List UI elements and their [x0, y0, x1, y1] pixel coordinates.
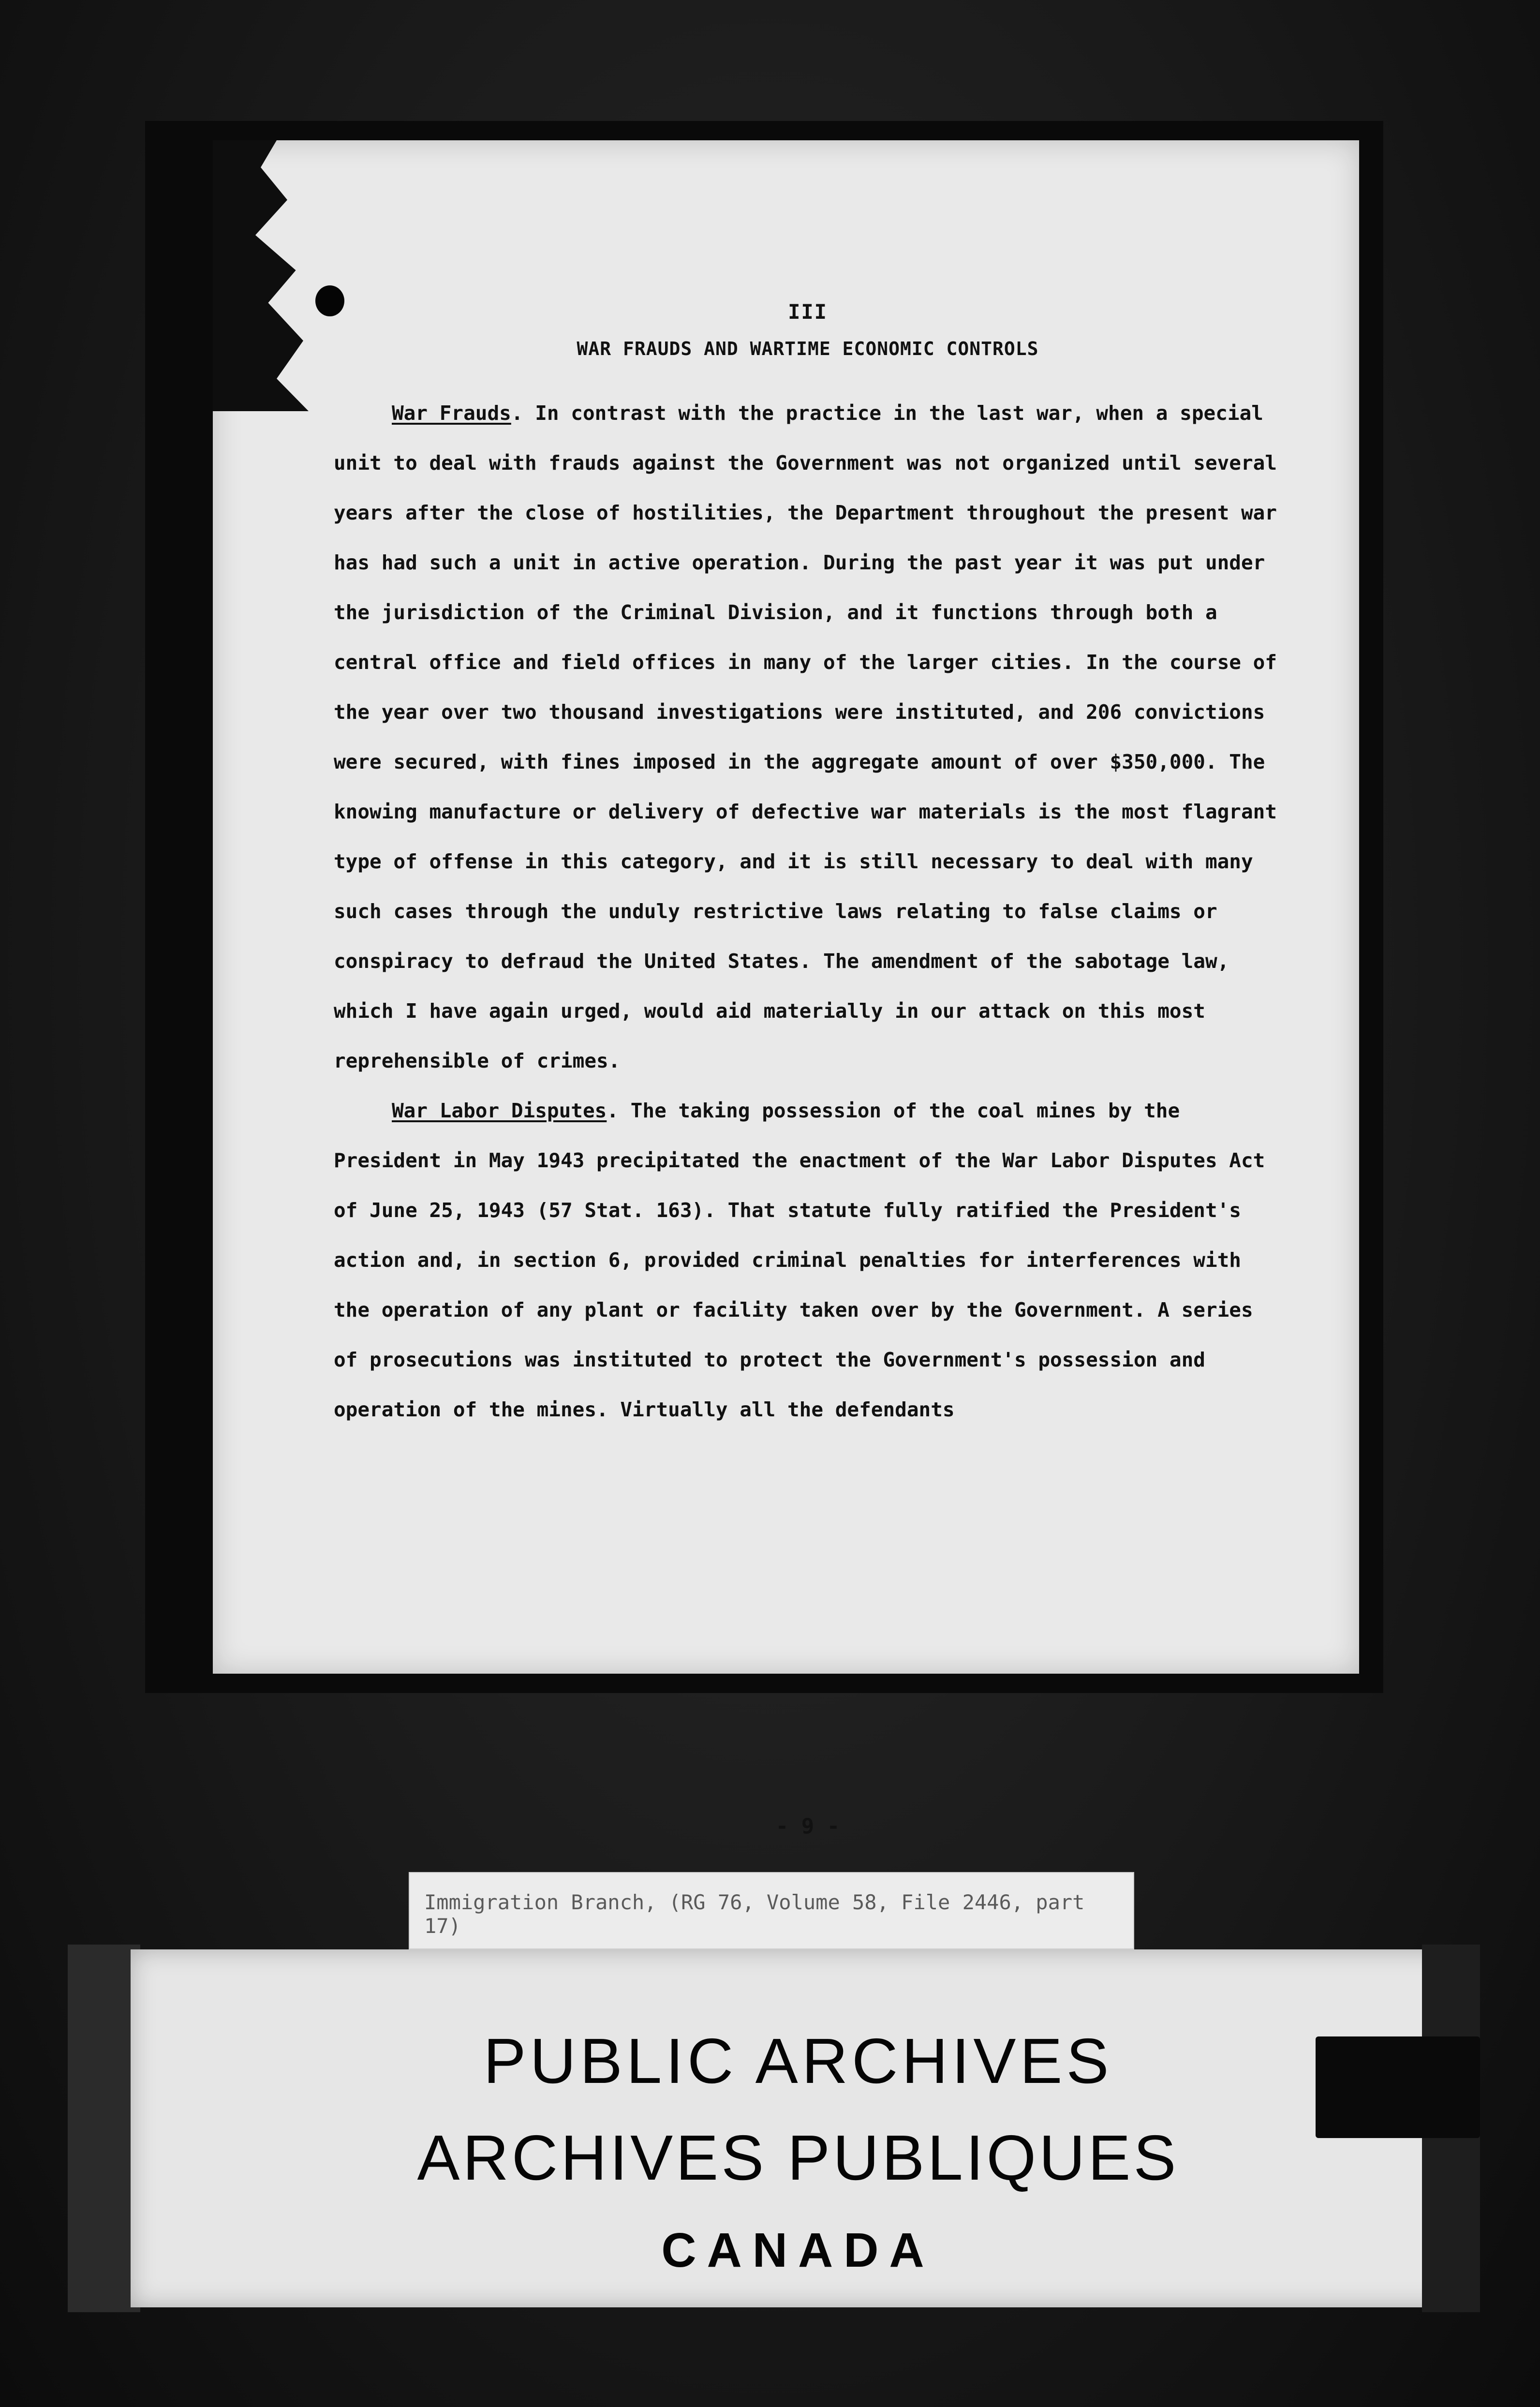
archives-card-line-french: ARCHIVES PUBLIQUES: [417, 2122, 1179, 2193]
paragraph-text: . The taking possession of the coal mines by the President in May 1943 precipitated the enactment of the War Labor Disputes Act of June 25, 1943 (57 Stat. 163). That statute fully ratified the President's action and, in section 6, provided criminal penalties for interferences with the operation of any plant or facility taken over by the Government. A series of prosecutions was instituted to protect the Government's possession and operation of the mines. Virtually all the defendants: [334, 1099, 1265, 1421]
paragraph-heading: War Labor Disputes: [392, 1099, 607, 1122]
paragraph-heading: War Frauds: [392, 401, 511, 425]
paragraph-war-frauds: [334, 388, 1282, 1086]
archives-card-line-english: PUBLIC ARCHIVES: [483, 2025, 1113, 2096]
tape-strip-left: [68, 1945, 140, 2312]
paragraph-text: . In contrast with the practice in the last war, when a special unit to deal with frauds against the Government was not organized until several years after the close of hostilities, the Department throughout the present war has had such a unit in active operation. During the past year it was put under the jurisdiction of the Criminal Division, and it functions through both a central office and field offices in many of the larger cities. In the course of the year over two thousand investigations were instituted, and 206 convictions were secured, with fines imposed in the aggregate amount of over $350,000. The knowing manufacture or delivery of defective war materials is the most flagrant type of offense in this category, and it is still necessary to deal with many such cases through the unduly restrictive laws relating to false claims or conspiracy to defraud the United States. The amendment of the sabotage law, which I have again urged, would aid materially in our attack on this most reprehensible of crimes.: [334, 401, 1277, 1072]
archives-card-line-country: CANADA: [661, 2223, 935, 2277]
reference-label: Immigration Branch, (RG 76, Volume 58, File 2446, part 17): [409, 1872, 1134, 1949]
section-title: WAR FRAUDS AND WARTIME ECONOMIC CONTROLS: [577, 338, 1039, 359]
paragraph-war-labor-disputes: [334, 1086, 1282, 1435]
section-number: III: [788, 300, 828, 324]
page-number: - 9 -: [775, 1814, 840, 1839]
document-body: [334, 300, 1282, 1839]
